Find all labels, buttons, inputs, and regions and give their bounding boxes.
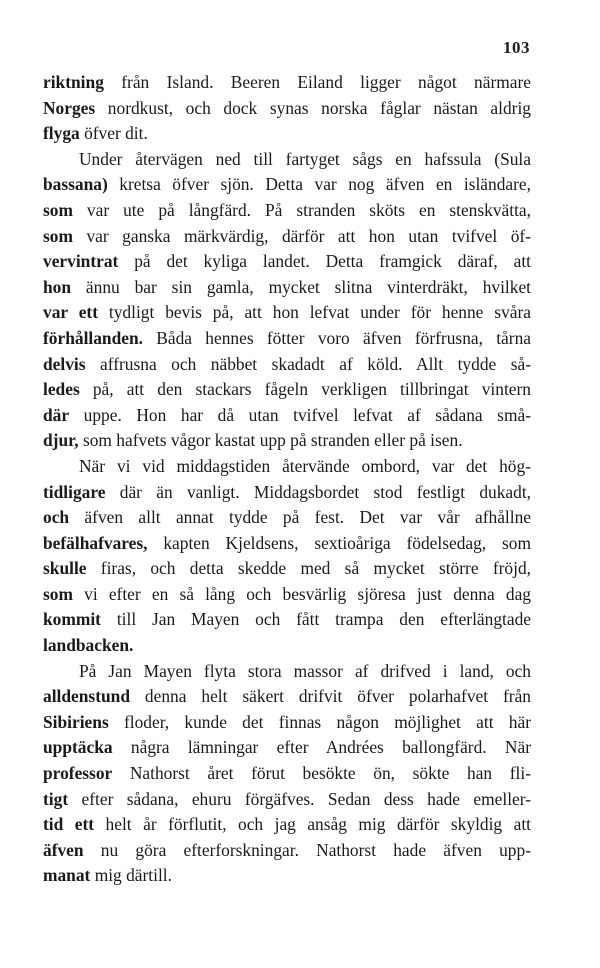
text-line	[43, 480, 531, 506]
line-text: till Jan Mayen och fått trampa den efterlängtade	[100, 609, 531, 630]
line-text: Nathorst året förut besökte ön, sökte han fli-	[112, 763, 531, 784]
line-text: nordkust, och dock synas norska fåglar nästan aldrig	[95, 97, 531, 118]
line-text: Båda hennes fötter voro äfven förfrusna, tårna	[143, 327, 531, 348]
line-text: Under återvägen ned till fartyget sågs en hafssula (Sula	[79, 148, 531, 169]
line-text: var ute på långfärd. På stranden sköts en stenskvätta,	[72, 199, 531, 220]
text-line	[43, 582, 531, 608]
line-text: kapten Kjeldsens, sextioåriga födelsedag, som	[147, 532, 531, 553]
line-lead-word: var ett	[43, 302, 98, 323]
line-lead-word: hon	[43, 276, 72, 297]
text-line	[43, 684, 531, 710]
line-lead-word: vervintrat	[43, 251, 119, 272]
line-text: som hafvets vågor kastat upp på stranden eller på isen.	[78, 430, 463, 451]
text-line	[43, 147, 531, 173]
line-lead-word: Norges	[43, 97, 96, 118]
line-lead-word: bassana)	[43, 174, 108, 195]
line-lead-word: alldenstund	[43, 686, 130, 707]
line-lead-word: kommit	[43, 609, 101, 630]
body-text	[43, 70, 531, 889]
line-text: tydligt bevis på, att hon lefvat under för henne svåra	[98, 302, 531, 323]
line-text: ännu bar sin gamla, mycket slitna vinterdräkt, hvilket	[71, 276, 531, 297]
line-text: var ganska märkvärdig, därför att hon utan tvifvel öf-	[72, 225, 531, 246]
line-text: firas, och detta skedde med så mycket större fröjd,	[86, 558, 531, 579]
text-line	[43, 531, 531, 557]
line-text: På Jan Mayen flyta stora massor af drifved i land, och	[79, 660, 531, 681]
paragraph	[43, 659, 531, 889]
line-lead-word: manat	[43, 865, 91, 886]
text-line	[43, 863, 531, 889]
text-line	[43, 735, 531, 761]
text-line	[43, 659, 531, 685]
line-text: kretsa öfver sjön. Detta var nog äfven en isländare,	[107, 174, 531, 195]
text-line	[43, 710, 531, 736]
text-line	[43, 275, 531, 301]
text-line	[43, 633, 531, 659]
text-line	[43, 428, 531, 454]
line-lead-word: tidligare	[43, 481, 106, 502]
line-text: öfver dit.	[79, 123, 148, 144]
line-lead-word: och	[43, 507, 70, 528]
text-line	[43, 224, 531, 250]
line-lead-word: befälhafvares,	[43, 532, 148, 553]
line-text: äfven allt annat tydde på fest. Det var vår afhållne	[69, 507, 531, 528]
line-lead-word: där	[43, 404, 70, 425]
line-text: nu göra efterforskningar. Nathorst hade äfven upp-	[83, 839, 531, 860]
line-lead-word: tid ett	[43, 814, 95, 835]
line-text: När vi vid middagstiden återvände ombord, var det hög-	[79, 455, 531, 476]
text-line	[43, 454, 531, 480]
line-lead-word: som	[43, 225, 73, 246]
line-lead-word: riktning	[43, 72, 104, 92]
text-line	[43, 172, 531, 198]
line-lead-word: ledes	[43, 379, 80, 400]
text-line	[43, 96, 531, 122]
line-text: på, att den stackars fågeln verkligen tillbringat vintern	[79, 379, 531, 400]
text-line	[43, 761, 531, 787]
line-lead-word: delvis	[43, 353, 86, 374]
line-text: efter sådana, ehuru förgäfves. Sedan dess hade emeller-	[68, 788, 531, 809]
line-lead-word: Sibiriens	[43, 711, 109, 732]
page-number: 103	[503, 38, 530, 57]
line-text: på det kyliga landet. Detta framgick däraf, att	[118, 251, 531, 272]
line-lead-word: tigt	[43, 788, 69, 809]
line-lead-word: äfven	[43, 839, 84, 860]
line-text: från Island. Beeren Eiland ligger något närmare	[103, 72, 531, 92]
line-text: denna helt säkert drifvit öfver polarhafvet från	[130, 686, 531, 707]
line-lead-word: flyga	[43, 123, 80, 144]
line-lead-word: landbacken.	[43, 635, 134, 656]
line-lead-word: skulle	[43, 558, 87, 579]
line-lead-word: förhållanden.	[43, 327, 144, 348]
paragraph	[43, 454, 531, 659]
text-line	[43, 787, 531, 813]
text-line	[43, 838, 531, 864]
line-text: vi efter en så lång och besvärlig sjöresa just denna dag	[72, 583, 531, 604]
text-line	[43, 198, 531, 224]
line-lead-word: professor	[43, 763, 113, 784]
paragraph	[43, 70, 531, 147]
line-text: uppe. Hon har då utan tvifvel lefvat af sådana små-	[69, 404, 531, 425]
text-line	[43, 352, 531, 378]
line-text: helt år förflutit, och jag ansåg mig därför skyldig att	[94, 814, 531, 835]
text-line	[43, 249, 531, 275]
line-text: mig därtill.	[90, 865, 172, 886]
text-line	[43, 70, 531, 96]
line-lead-word: djur,	[43, 430, 79, 451]
line-lead-word: som	[43, 199, 73, 220]
text-line	[43, 812, 531, 838]
line-lead-word: upptäcka	[43, 737, 113, 758]
line-text: affrusna och näbbet skadadt af köld. Allt tydde så-	[85, 353, 531, 374]
line-lead-word: som	[43, 583, 73, 604]
text-line	[43, 556, 531, 582]
line-text: floder, kunde det finnas någon möjlighet att här	[108, 711, 531, 732]
text-line	[43, 505, 531, 531]
line-text: några lämningar efter Andrées ballongfärd. När	[112, 737, 531, 758]
text-line	[43, 300, 531, 326]
paragraph	[43, 147, 531, 454]
text-line	[43, 403, 531, 429]
text-line	[43, 326, 531, 352]
text-line	[43, 377, 531, 403]
line-text: där än vanligt. Middagsbordet stod festligt dukadt,	[105, 481, 531, 502]
text-line	[43, 121, 531, 147]
text-line	[43, 607, 531, 633]
